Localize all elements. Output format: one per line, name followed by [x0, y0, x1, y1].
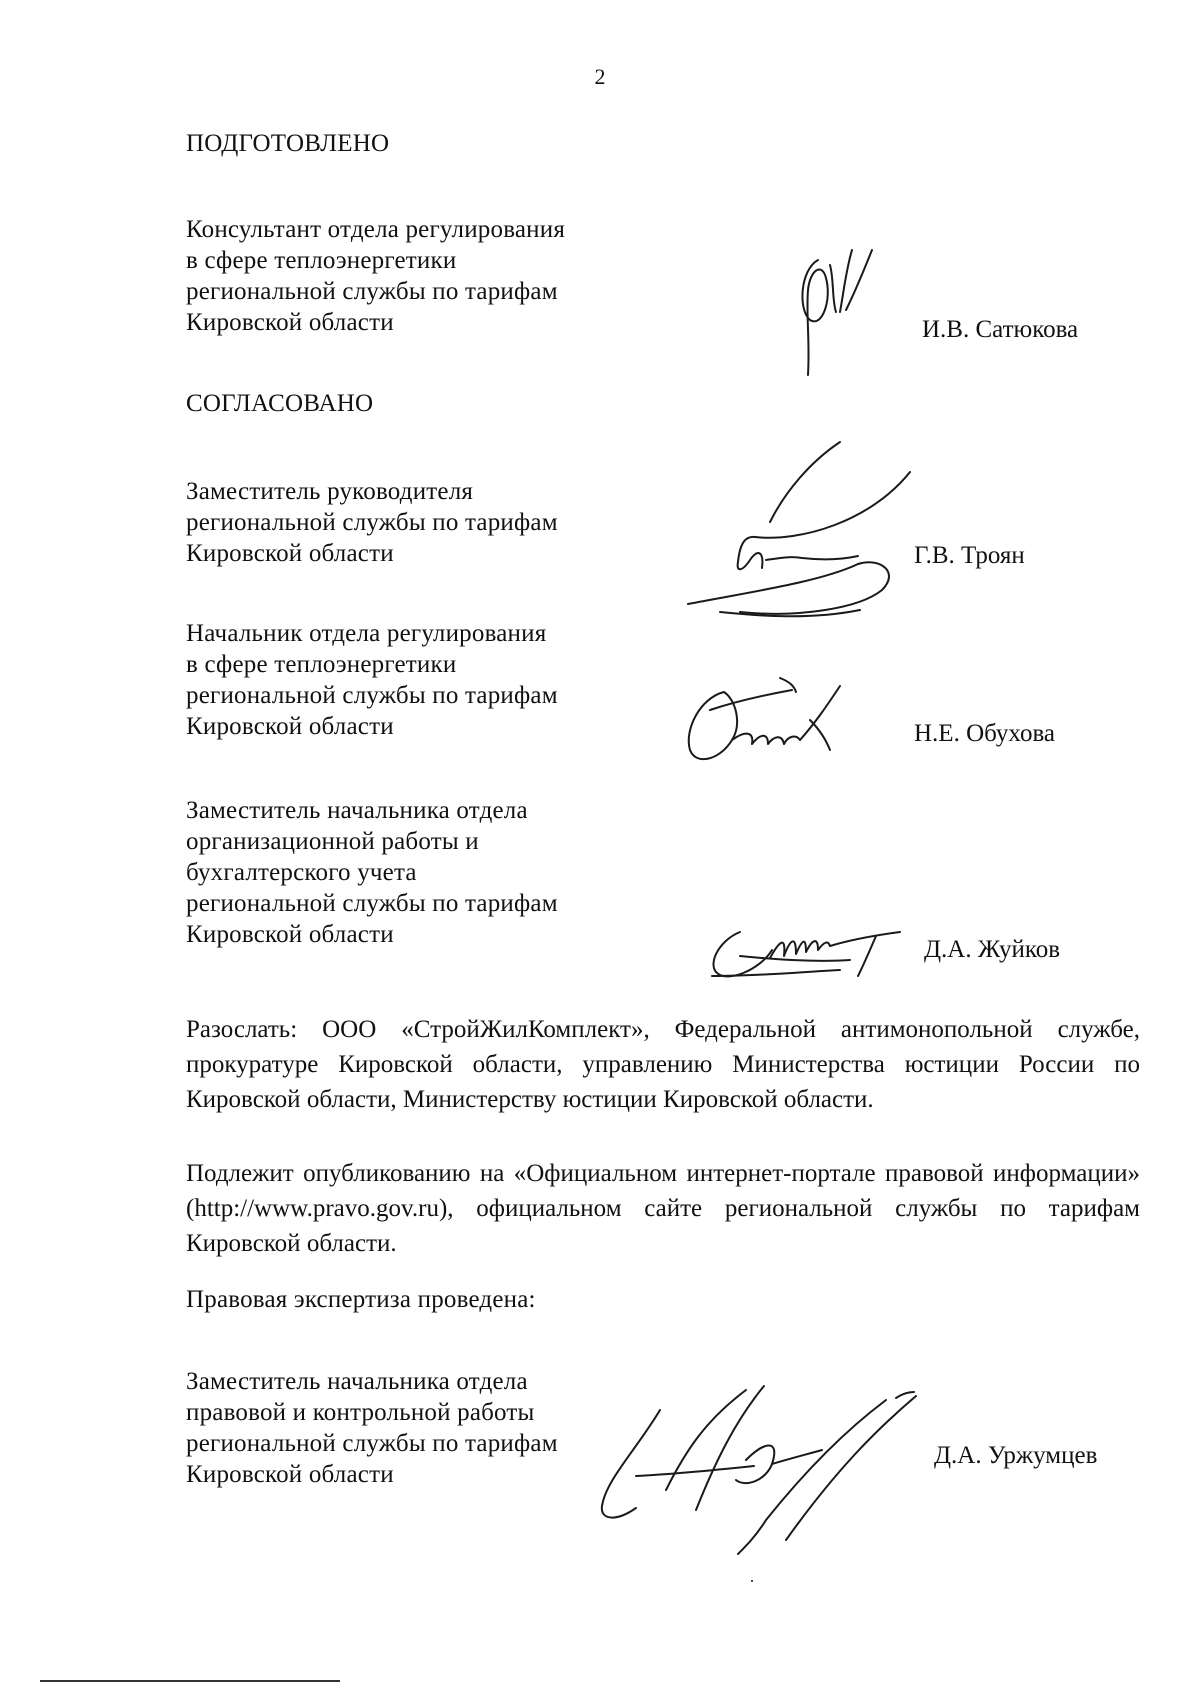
position-line: в сфере теплоэнергетики: [186, 247, 457, 274]
signature-obukhova: [680, 670, 860, 770]
signature-troyan: [680, 432, 920, 622]
agreed-heading: СОГЛАСОВАНО: [186, 390, 374, 417]
prepared-position: [186, 214, 626, 338]
agreed-position-2: [186, 618, 626, 742]
position-line: организационной работы и: [186, 828, 479, 855]
signer-name: Д.А. Уржумцев: [934, 1442, 1098, 1469]
position-line: Заместитель начальника отдела: [186, 797, 528, 824]
position-line: в сфере теплоэнергетики: [186, 651, 457, 678]
position-line: правовой и контрольной работы: [186, 1399, 535, 1426]
position-line: региональной службы по тарифам: [186, 1430, 558, 1457]
position-line: Заместитель руководителя: [186, 478, 474, 505]
position-line: региональной службы по тарифам: [186, 278, 558, 305]
legal-review-position: [186, 1366, 626, 1490]
position-line: Кировской области: [186, 309, 394, 336]
position-line: Заместитель начальника отдела: [186, 1368, 528, 1395]
agreed-position-3: [186, 795, 626, 950]
position-line: Кировской области: [186, 540, 394, 567]
position-line: региональной службы по тарифам: [186, 890, 558, 917]
signature-satyukova: [780, 240, 890, 380]
signature-urzhumtsev: [596, 1380, 936, 1560]
agreed-position-1: [186, 476, 626, 569]
signer-name: Д.А. Жуйков: [924, 936, 1061, 963]
position-line: Кировской области: [186, 921, 394, 948]
legal-review-label: Правовая экспертиза проведена:: [186, 1286, 536, 1313]
publication-paragraph: Подлежит опубликованию на «Официальном интернет-портале правовой информации» (http://www.pravo.gov.ru), официальном сайте региональной службы по тарифам Кировской области.: [186, 1160, 1140, 1257]
signature-zhuykov: [700, 910, 920, 990]
position-line: Начальник отдела регулирования: [186, 620, 547, 647]
distribution-paragraph: Разослать: ООО «СтройЖилКомплект», Федеральной антимонопольной службе, прокуратуре Кировской области, управлению Министерства юстиции России по Кировской области, Министерству юстиции Кировской области.: [186, 1016, 1140, 1113]
page-number: 2: [594, 64, 606, 89]
position-line: Кировской области: [186, 713, 394, 740]
position-line: Консультант отдела регулирования: [186, 216, 566, 243]
signer-name: И.В. Сатюкова: [922, 316, 1079, 343]
scan-speck: [751, 1580, 753, 1582]
signer-name: Н.Е. Обухова: [914, 720, 1056, 747]
footer-rule: [40, 1680, 340, 1682]
position-line: региональной службы по тарифам: [186, 682, 558, 709]
signer-name: Г.В. Троян: [914, 542, 1025, 569]
prepared-heading: ПОДГОТОВЛЕНО: [186, 130, 390, 157]
position-line: бухгалтерского учета: [186, 859, 417, 886]
position-line: Кировской области: [186, 1461, 394, 1488]
position-line: региональной службы по тарифам: [186, 509, 558, 536]
